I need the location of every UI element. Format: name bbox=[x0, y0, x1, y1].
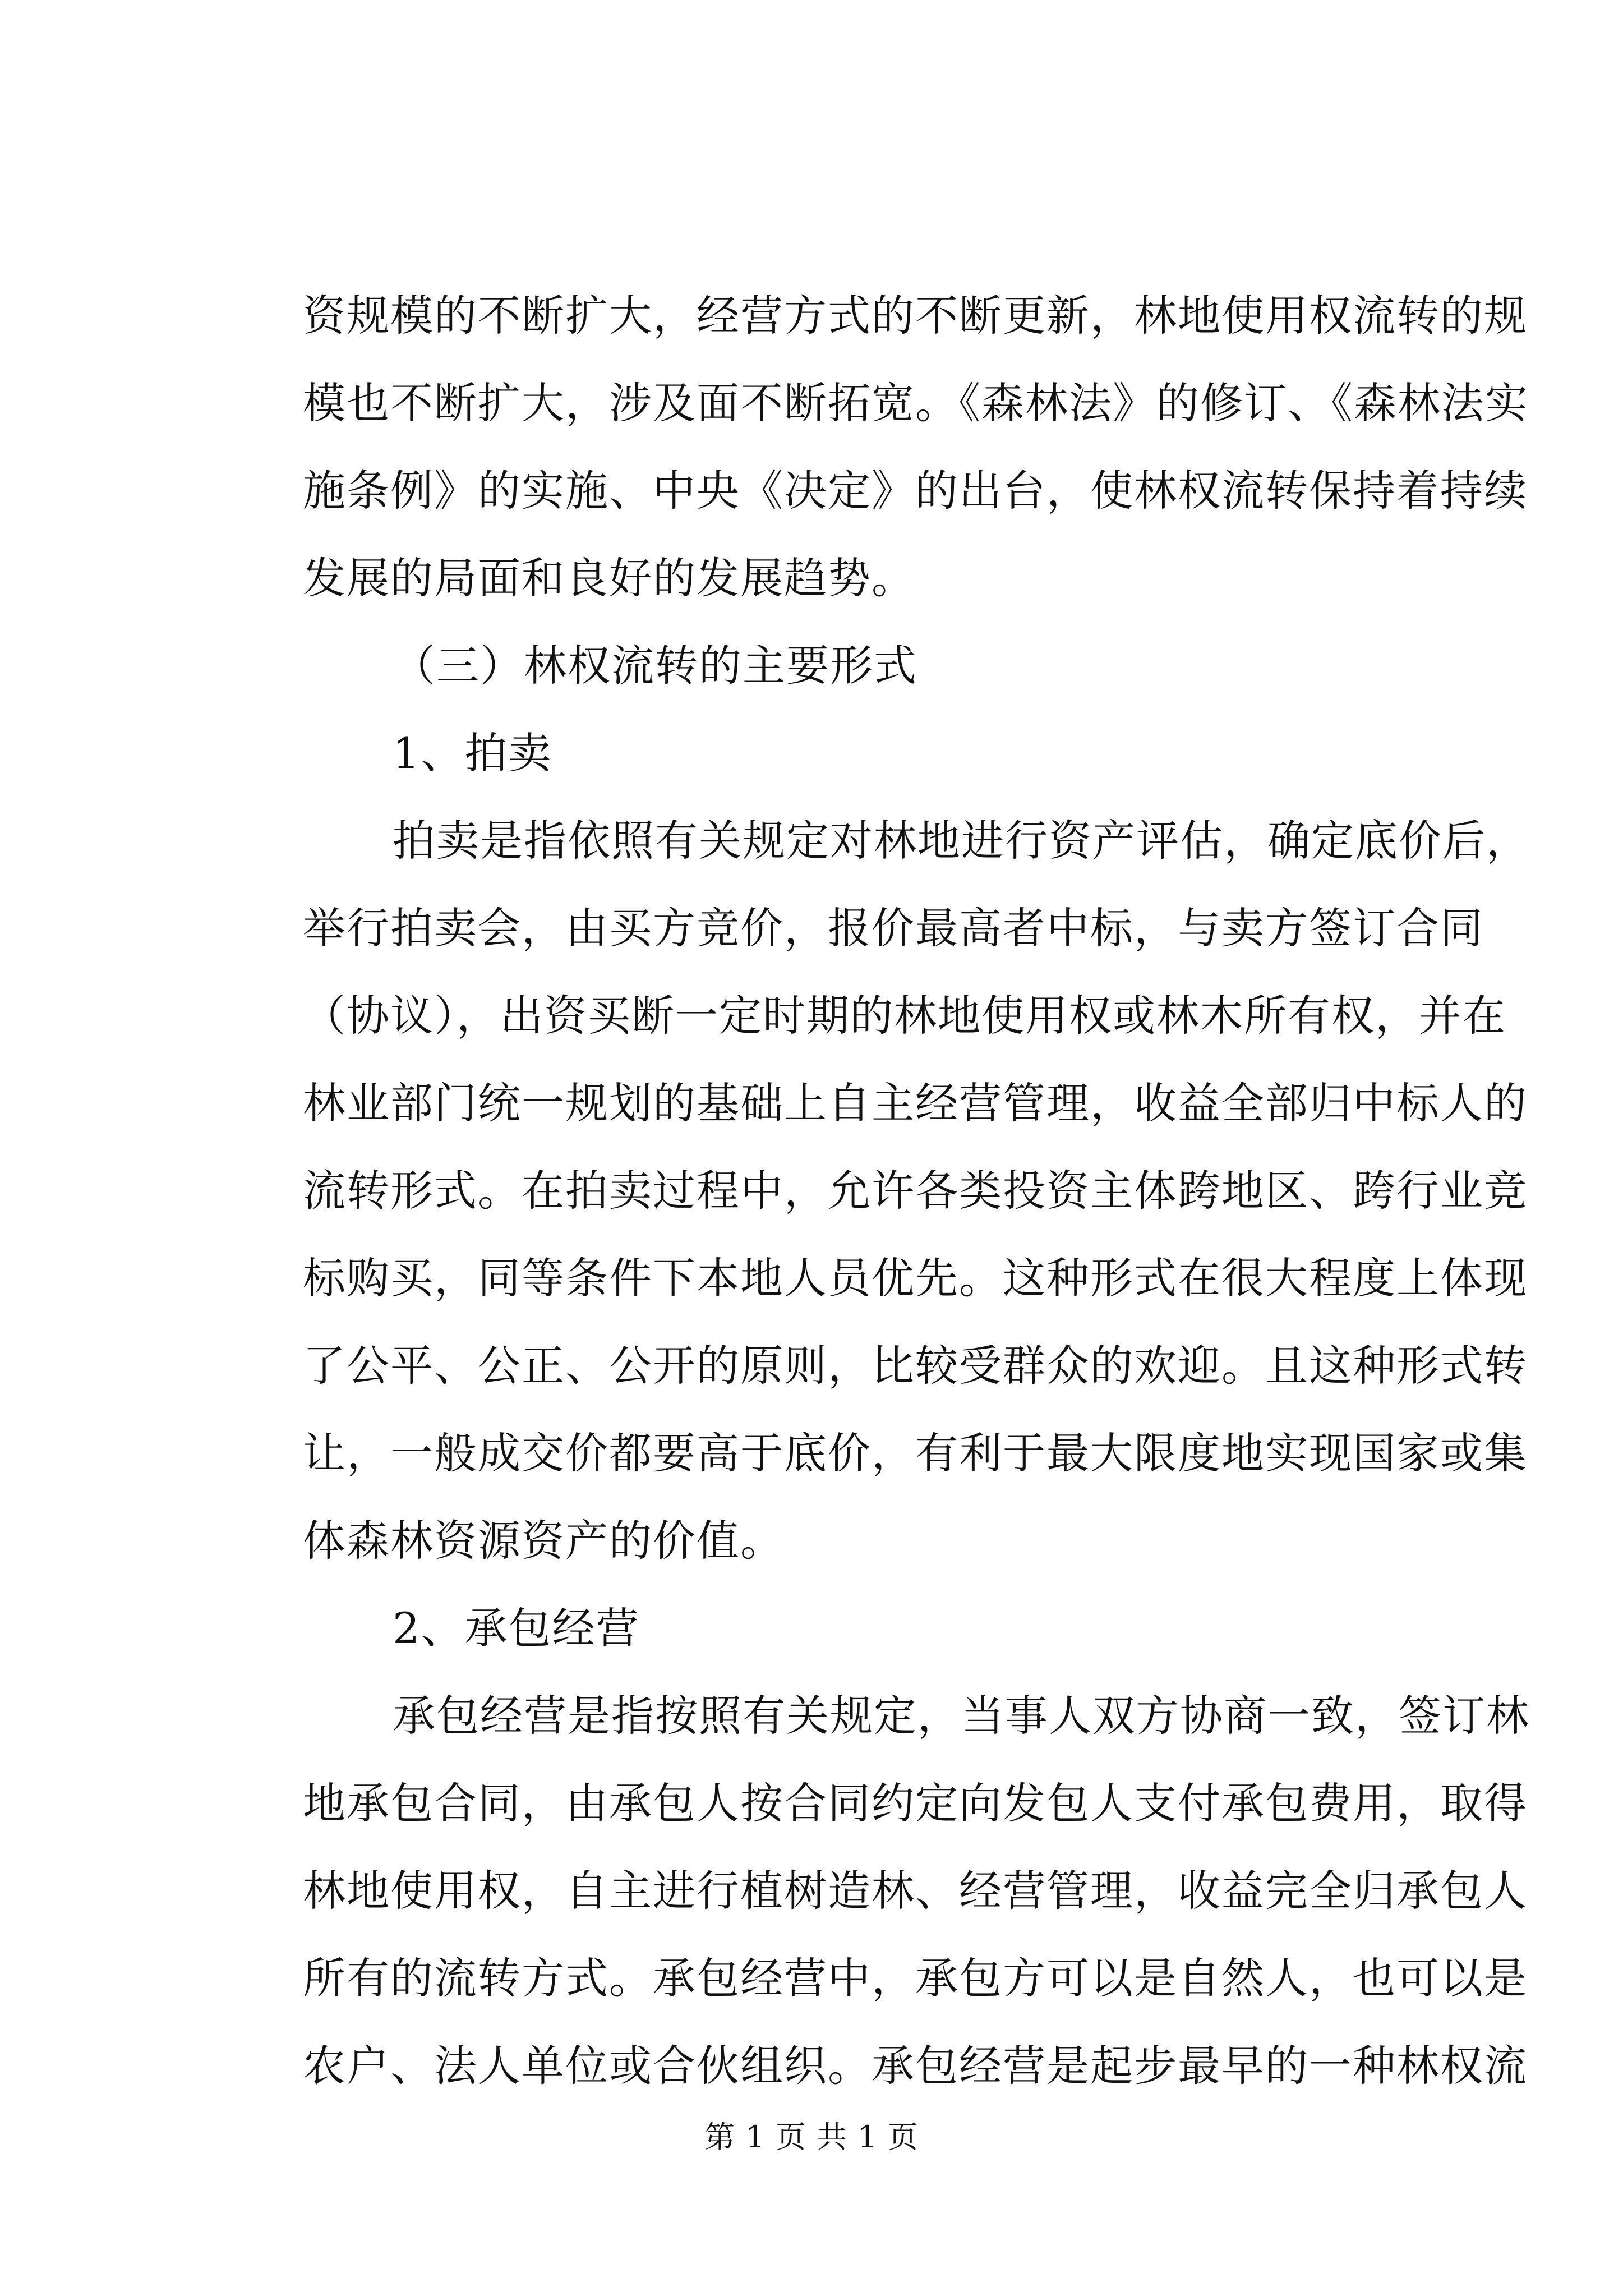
body-line: 让，一般成交价都要高于底价，有利于最大限度地实现国家或集 bbox=[303, 1428, 1528, 1478]
body-line: 林业部门统一规划的基础上自主经营管理，收益全部归中标人的 bbox=[303, 1078, 1528, 1128]
document-body bbox=[303, 272, 1530, 2110]
subsection-heading: 2、承包经营 bbox=[393, 1603, 640, 1653]
subsection-heading: 1、拍卖 bbox=[393, 728, 552, 778]
body-line: 资规模的不断扩大，经营方式的不断更新，林地使用权流转的规 bbox=[303, 291, 1528, 341]
body-line: 所有的流转方式。承包经营中，承包方可以是自然人，也可以是 bbox=[303, 1953, 1528, 2003]
body-line: 农户、法人单位或合伙组织。承包经营是起步最早的一种林权流 bbox=[303, 2041, 1528, 2091]
body-line: 体森林资源资产的价值。 bbox=[303, 1516, 784, 1566]
body-line: 流转形式。在拍卖过程中，允许各类投资主体跨地区、跨行业竞 bbox=[303, 1166, 1528, 1216]
body-line: 模也不断扩大，涉及面不断拓宽。《森林法》的修订、《森林法实 bbox=[303, 378, 1529, 428]
body-line: 林地使用权，自主进行植树造林、经营管理，收益完全归承包人 bbox=[303, 1866, 1528, 1916]
body-line: 举行拍卖会，由买方竞价，报价最高者中标，与卖方签订合同 bbox=[303, 903, 1484, 953]
body-line: 施条例》的实施、中央《决定》的出台，使林权流转保持着持续 bbox=[303, 466, 1528, 516]
body-line: 地承包合同，由承包人按合同约定向发包人支付承包费用，取得 bbox=[303, 1778, 1528, 1828]
body-line: 了公平、公正、公开的原则，比较受群众的欢迎。且这种形式转 bbox=[303, 1341, 1528, 1391]
body-line: （协议），出资买断一定时期的林地使用权或林木所有权，并在 bbox=[303, 991, 1506, 1041]
section-heading: （三）林权流转的主要形式 bbox=[393, 641, 917, 691]
body-line: 发展的局面和良好的发展趋势。 bbox=[303, 553, 915, 603]
page-footer: 第 1 页 共 1 页 bbox=[704, 2119, 919, 2155]
paragraph-first-line: 拍卖是指依照有关规定对林地进行资产评估，确定底价后， bbox=[393, 816, 1530, 866]
paragraph-first-line: 承包经营是指按照有关规定，当事人双方协商一致，签订林 bbox=[393, 1691, 1530, 1741]
body-line: 标购买，同等条件下本地人员优先。这种形式在很大程度上体现 bbox=[303, 1253, 1528, 1303]
